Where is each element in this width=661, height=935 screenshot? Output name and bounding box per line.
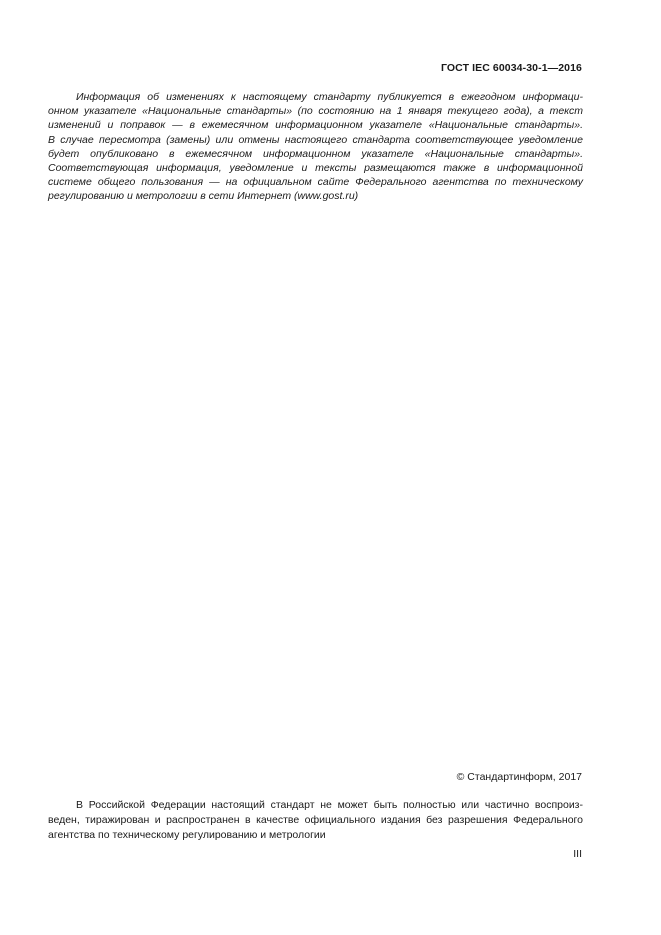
page-number: III <box>573 848 582 860</box>
info-line: онном указателе «Национальные стандарты» (по состоянию на 1 января текущего года), а текст <box>48 105 583 118</box>
info-line: Соответствующая информация, уведомление и тексты размещаются также в информационной <box>48 162 583 175</box>
info-line: будет опубликовано в ежемесячном информационном указателе «Национальные стандарты». <box>48 147 583 160</box>
info-line: регулированию и метрологии в сети Интернет (www.gost.ru) <box>48 190 359 203</box>
rights-line: веден, тиражирован и распространен в качестве официального издания без разрешения Федерального <box>48 814 583 826</box>
rights-line: агентства по техническому регулированию и метрологии <box>48 829 326 841</box>
copyright-notice: © Стандартинформ, 2017 <box>456 771 582 783</box>
info-line: В случае пересмотра (замены) или отмены настоящего стандарта соответствующее уведомление <box>48 133 583 146</box>
info-line: Информация об изменениях к настоящему стандарту публикуется в ежегодном информаци- <box>76 91 583 103</box>
standard-code: ГОСТ IEC 60034-30-1—2016 <box>440 62 582 74</box>
amendments-info-paragraph <box>48 90 583 204</box>
info-line: системе общего пользования — на официальном сайте Федерального агентства по техническому <box>48 176 583 189</box>
reproduction-rights-paragraph <box>48 798 583 843</box>
info-line: изменений и поправок — в ежемесячном информационном указателе «Национальные стандарты». <box>48 119 583 132</box>
rights-line: В Российской Федерации настоящий стандарт не может быть полностью или частично воспроиз- <box>76 799 583 811</box>
